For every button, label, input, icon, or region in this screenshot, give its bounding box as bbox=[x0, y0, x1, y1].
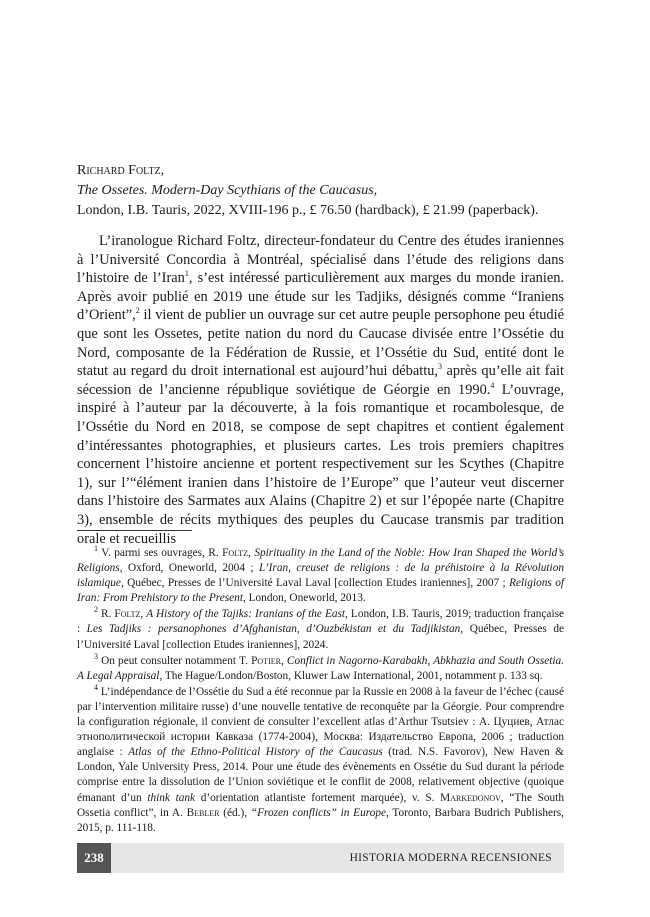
author-name: R. Foltz bbox=[208, 547, 249, 559]
review-body bbox=[77, 232, 564, 548]
text-run: , bbox=[140, 608, 147, 621]
book-author: Richard Foltz, bbox=[77, 163, 165, 178]
text-run: , Québec, Presses de l’Université Laval Laval [collection Etudes iraniennes], 2007 ; bbox=[120, 577, 510, 590]
footnote-separator bbox=[77, 530, 192, 531]
text-run: , Toronto, Barbara Budrich Publishers, 2015, p. 111-118. bbox=[77, 806, 564, 834]
text-run: , “The South Ossetia conflict”, in A. bbox=[77, 791, 564, 819]
text-run: (éd.), bbox=[219, 806, 251, 819]
author-name: S. Markedonov bbox=[425, 791, 501, 804]
footnote-3 bbox=[77, 651, 564, 684]
author-name: Bebler bbox=[186, 806, 220, 819]
text-run: L’ouvrage, inspiré à l’auteur par la découverte, à la fois romantique et rocambolesque, de l’Ossétie du Nord en 2018, se compose de sept chapitres et contient également d’intéressantes photographies, et plusieurs cartes. Les trois premiers chapitres concernent l’histoire ancienne et portent respectivement sur les Scythes (Chapitre 1), sur l’“élément iranien dans l’histoire de l’Europe” que l’auteur veut discerner dans l’histoire des Sarmates aux Alains (Chapitre 2) et sur l’épopée narte (Chapitre 3), ensemble de récits mythiques des peuples du Caucase transmis par tradition orale et recueillis bbox=[77, 381, 564, 547]
work-title: L’Iran, creuset de religions : de la préhistoire à la Révolution islamique bbox=[77, 562, 564, 590]
journal-title: HISTORIA MODERNA RECENSIONES bbox=[349, 852, 552, 864]
author-name: R. Foltz bbox=[98, 608, 141, 621]
work-title: Les Tadjiks : persanophones d’Afghanistan, d’Ouzbékistan et du Tadjikistan bbox=[86, 623, 461, 636]
text-run: , Oxford, Oneworld, 2004 ; bbox=[119, 562, 260, 575]
text-run: , Québec, Presses de l’Université Laval [collection Etudes iraniennes], 2024. bbox=[77, 623, 564, 651]
work-title: Spirituality in the Land of the Noble: How Iran Shaped the World’s Religions bbox=[77, 547, 564, 575]
author-name: T. Potier bbox=[239, 654, 281, 667]
footnote-1 bbox=[77, 546, 564, 606]
book-publication: London, I.B. Tauris, 2022, XVIII-196 p., £ 76.50 (hardback), £ 21.99 (paperback). bbox=[77, 203, 539, 218]
text-run: (trad. N.S. Favorov), New Haven & London, Yale University Press, 2014. Pour une étude des évènements en Ossétie du Sud durant la période comprise entre la dissolution de l’Union soviétique et le conflit de 2008, relativement objective (quoique émanant d’un bbox=[77, 746, 564, 804]
footnote-ref[interactable]: 3 bbox=[438, 362, 443, 372]
footnote-ref[interactable]: 2 bbox=[135, 306, 140, 316]
text-run: V. parmi ses ouvrages, bbox=[98, 547, 209, 559]
footnote-2 bbox=[77, 607, 564, 652]
text-run: L’indépendance de l’Ossétie du Sud a été reconnue par la Russie en 2008 à la faveur de l’échec (causé par l’intervention militaire russe) d’une nouvelle tentative de reconquête par la Géorgie. Pour comprendre la configuration régionale, il convient de consulter l’excellent atlas d’Arthur Tsutsiev : А. Цуциев, Атлас этнополитической истории Кавказа (1774-2004), Москва: Издательство Европа, 2006 ; traduction anglaise : bbox=[77, 685, 564, 759]
text-run: d’orientation atlantiste fortement marquée), v. bbox=[195, 791, 426, 804]
footnote-number: 4 bbox=[94, 683, 98, 693]
page-footer bbox=[77, 843, 564, 873]
book-title: The Ossetes. Modern-Day Scythians of the Caucasus, bbox=[77, 183, 378, 198]
text-run: L’iranologue Richard Foltz, directeur-fondateur du Centre des études iraniennes à l’Université Concordia à Montréal, spécialisé dans l’étude des religions dans l’histoire de l’Iran bbox=[77, 233, 564, 287]
footnote-number: 2 bbox=[94, 605, 98, 615]
footnote-4 bbox=[77, 685, 564, 836]
work-title: “Frozen conflicts” in Europe bbox=[250, 806, 387, 819]
work-title: Conflict in Nagorno-Karabakh, Abkhazia and South Ossetia. A Legal Appraisal bbox=[77, 654, 564, 682]
work-title: think tank bbox=[147, 791, 196, 804]
work-title: Religions of Iran: From Prehistory to the Present bbox=[77, 577, 564, 605]
text-run: , The Hague/London/Boston, Kluwer Law International, 2001, notamment p. 133 sq. bbox=[159, 669, 543, 682]
text-run: , bbox=[280, 654, 287, 667]
text-run: il vient de publier un ouvrage sur cet autre peuple persophone peu étudié que sont les Ossetes, petite nation du nord du Caucase divisée entre l’Ossétie du Nord, composante de la Fédération de Russie, et l’Ossétie du Sud, entité dont le statut au regard du droit international est aujourd’hui débattu, bbox=[77, 307, 564, 380]
book-reference bbox=[77, 161, 572, 221]
footnote-ref[interactable]: 1 bbox=[184, 269, 189, 279]
text-run: , London, Oneworld, 2013. bbox=[242, 592, 366, 605]
footnote-number: 1 bbox=[94, 544, 98, 554]
work-title: Atlas of the Ethno-Political History of the Caucasus bbox=[128, 746, 383, 759]
footnotes bbox=[77, 546, 564, 837]
text-run: , s’est intéressé particulièrement aux marges du monde iranien. Après avoir publié en 2019 une étude sur les Tadjiks, désignés comme “Iraniens d’Orient”, bbox=[77, 270, 564, 324]
review-paragraph bbox=[77, 232, 564, 548]
text-run: On peut consulter notamment bbox=[98, 654, 240, 667]
text-run: après qu’elle ait fait sécession de l’ancienne république soviétique de Géorgie en 1990. bbox=[77, 363, 564, 398]
work-title: A History of the Tajiks: Iranians of the East bbox=[146, 608, 346, 621]
footnote-number: 3 bbox=[94, 651, 98, 661]
text-run: , bbox=[248, 547, 255, 559]
text-run: , London, I.B. Tauris, 2019; traduction française : bbox=[77, 608, 564, 636]
page-number: 238 bbox=[77, 843, 111, 873]
footnote-ref[interactable]: 4 bbox=[490, 380, 495, 390]
